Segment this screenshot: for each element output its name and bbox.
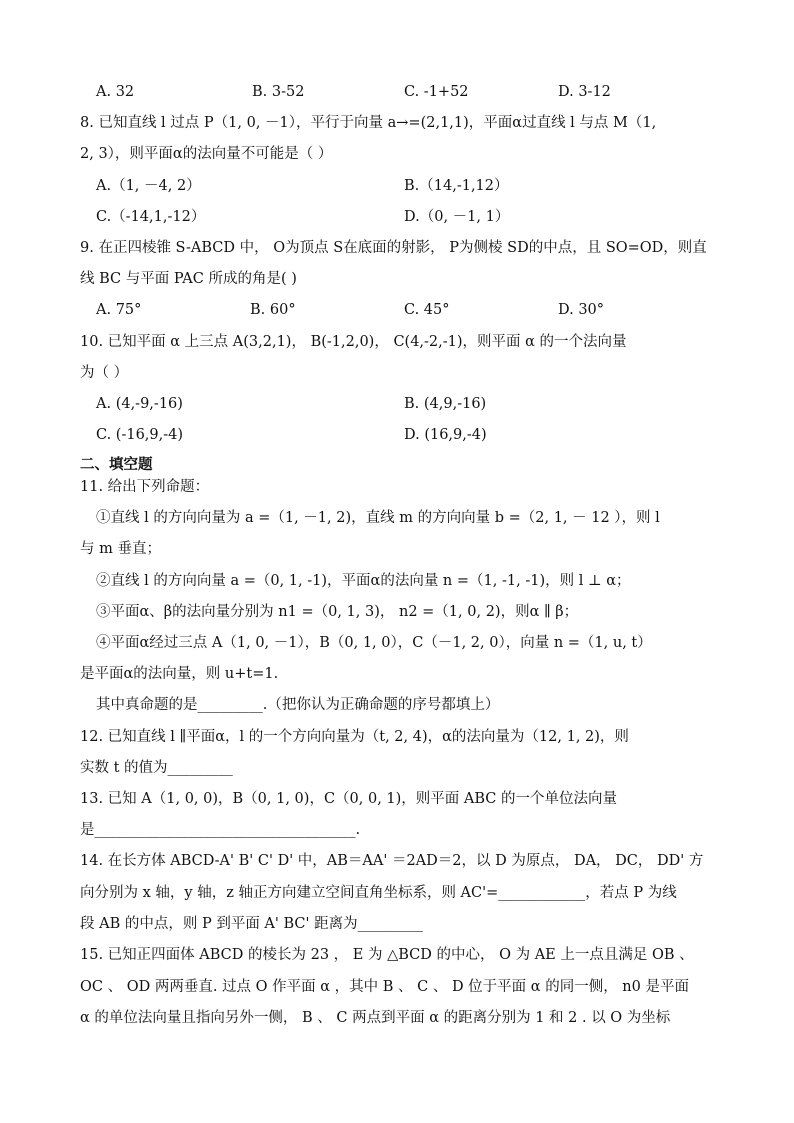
- q9-stem-line2: 线 BC 与平面 PAC 所成的角是( ): [80, 271, 297, 287]
- q14-stem-line3: 段 AB 的中点，则 P 到平面 A' BC' 距离为_________: [80, 916, 423, 932]
- q10-option-d: D. (16,9,-4): [404, 427, 487, 443]
- q8-stem-line1: 8. 已知直线 l 过点 P（1, 0, －1），平行于向量 a→=(2,1,1)，平面α过直线 l 与点 M（1,: [80, 115, 657, 131]
- q13-stem-line2: 是____________________________________.: [80, 822, 361, 838]
- q10-stem-line1: 10. 已知平面 α 上三点 A(3,2,1)， B(-1,2,0)， C(4,-2,-1)，则平面 α 的一个法向量: [80, 334, 627, 350]
- q7-option-a: A. 32: [96, 84, 135, 100]
- q11-item1-line1: ①直线 l 的方向向量为 a =（1, －1, 2)，直线 m 的方向向量 b =（2, 1, － 12 ），则 l: [96, 510, 660, 526]
- q10-option-b: B. (4,9,-16): [404, 396, 487, 412]
- q8-option-c: C.（-14,1,-12）: [96, 209, 206, 225]
- q9-option-b: B. 60°: [250, 302, 296, 318]
- q15-stem-line3: α 的单位法向量且指向另外一侧， B 、 C 两点到平面 α 的距离分别为 1 和 2 . 以 O 为坐标: [80, 1010, 671, 1026]
- q10-option-a: A. (4,-9,-16): [96, 396, 183, 412]
- q15-stem-line1: 15. 已知正四面体 ABCD 的棱长为 23 ， E 为 △BCD 的中心， O 为 AE 上一点且满足 OB 、: [80, 947, 694, 963]
- q11-item1-line2: 与 m 垂直；: [80, 541, 161, 557]
- q15-stem-line2: OC 、 OD 两两垂直. 过点 O 作平面 α ，其中 B 、 C 、 D 位于平面 α 的同一侧， n0 是平面: [80, 979, 689, 995]
- q13-stem-line1: 13. 已知 A（1, 0, 0)，B（0, 1, 0)，C（0, 0, 1)，则平面 ABC 的一个单位法向量: [80, 791, 618, 807]
- q11-item4-line2: 是平面α的法向量，则 u+t=1.: [80, 666, 279, 682]
- q8-option-b: B.（14,-1,12）: [404, 178, 509, 194]
- q7-option-d: D. 3-12: [558, 84, 611, 100]
- q11-tail: 其中真命题的是_________.（把你认为正确命题的序号都填上）: [96, 697, 500, 713]
- q11-item4-line1: ④平面α经过三点 A（1, 0, －1），B（0, 1, 0），C（－1, 2, 0），向量 n =（1, u, t）: [96, 635, 652, 651]
- q9-option-c: C. 45°: [404, 302, 450, 318]
- q10-option-c: C. (-16,9,-4): [96, 427, 184, 443]
- section-title: 二、填空题: [80, 456, 153, 473]
- q7-option-b: B. 3-52: [252, 84, 305, 100]
- q10-stem-line2: 为（ ）: [80, 365, 129, 381]
- q14-stem-line2: 向分别为 x 轴，y 轴，z 轴正方向建立空间直角坐标系，则 AC'=____________，若点 P 为线: [80, 885, 677, 901]
- q9-option-d: D. 30°: [558, 302, 605, 318]
- q14-stem-line1: 14. 在长方体 ABCD-A' B' C' D' 中，AB＝AA' ＝2AD＝2，以 D 为原点， DA， DC， DD' 方: [80, 853, 704, 869]
- q8-option-d: D.（0, －1, 1）: [404, 209, 510, 225]
- q8-option-a: A.（1, －4, 2）: [96, 178, 201, 194]
- q11-item2: ②直线 l 的方向向量 a =（0, 1, -1)，平面α的法向量 n =（1, -1, -1)，则 l ⊥ α；: [96, 573, 631, 589]
- q12-stem-line1: 12. 已知直线 l ∥平面α，l 的一个方向向量为（t, 2, 4)，α的法向量为（12, 1, 2)，则: [80, 729, 629, 745]
- q7-option-c: C. -1+52: [404, 84, 469, 100]
- q12-stem-line2: 实数 t 的值为_________: [80, 760, 233, 776]
- q9-stem-line1: 9. 在正四棱锥 S-ABCD 中， O为顶点 S在底面的射影， P为侧棱 SD的中点，且 SO=OD，则直: [80, 240, 707, 256]
- q11-stem: 11. 给出下列命题：: [80, 479, 210, 495]
- q11-item3: ③平面α、β的法向量分别为 n1 =（0, 1, 3)， n2 =（1, 0, 2)，则α ∥ β；: [96, 604, 579, 620]
- q9-option-a: A. 75°: [96, 302, 142, 318]
- q8-stem-line2: 2, 3），则平面α的法向量不可能是（ ）: [80, 146, 333, 162]
